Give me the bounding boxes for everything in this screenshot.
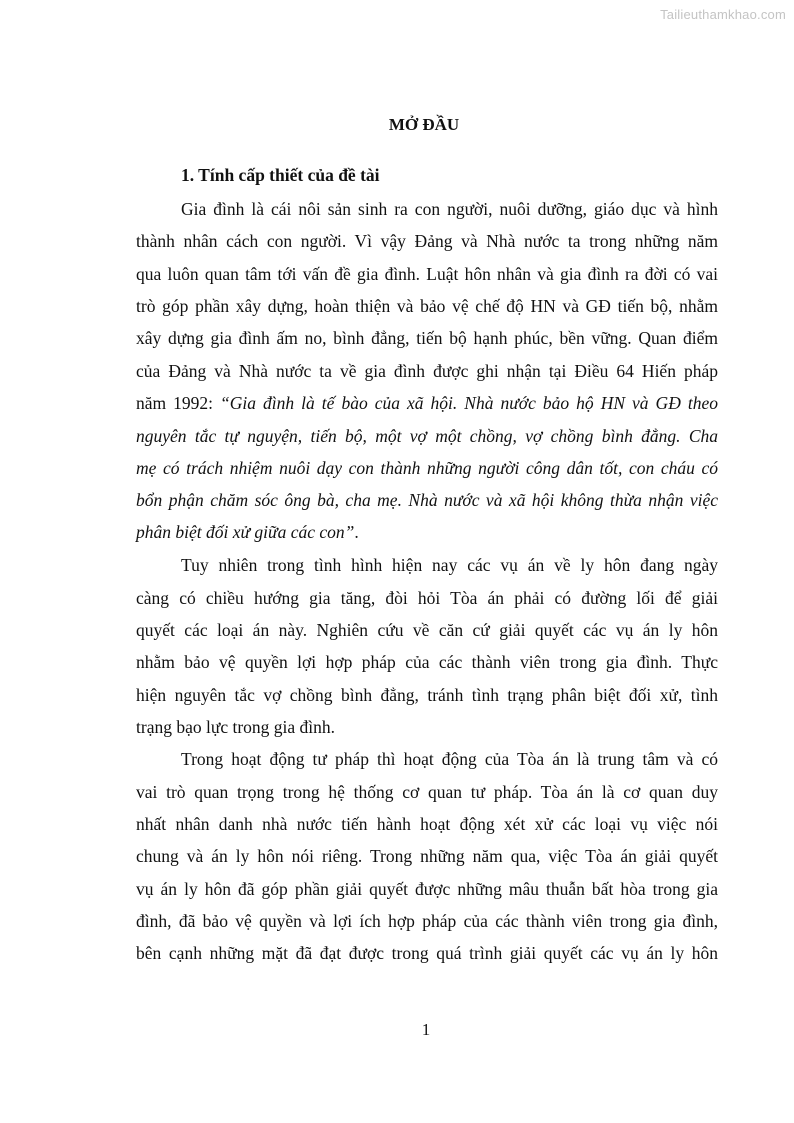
paragraph-1-line: xây dựng gia đình ấm no, bình đẳng, tiến bộ hạnh phúc, bền vững. Quan điểm: [136, 328, 718, 348]
watermark: Tailieuthamkhao.com: [660, 7, 786, 22]
paragraph-2-line: trạng bạo lực trong gia đình.: [136, 717, 336, 737]
paragraph-1-line: thành nhân cách con người. Vì vậy Đảng và Nhà nước ta trong những năm: [136, 231, 718, 251]
page-number: 1: [421, 1020, 431, 1039]
paragraph-1-line: qua luôn quan tâm tới vấn đề gia đình. Luật hôn nhân và gia đình ra đời có vai: [136, 264, 718, 284]
paragraph-3-line: bên cạnh những mặt đã đạt được trong quá trình giải quyết các vụ án ly hôn: [136, 943, 718, 963]
paragraph-1-line: Gia đình là cái nôi sản sinh ra con người, nuôi dưỡng, giáo dục và hình: [181, 199, 718, 219]
quote-line: bổn phận chăm sóc ông bà, cha mẹ. Nhà nước và xã hội không thừa nhận việc: [136, 490, 718, 510]
paragraph-1-line: của Đảng và Nhà nước ta về gia đình được ghi nhận tại Điều 64 Hiến pháp: [136, 361, 718, 381]
paragraph-3-line: vụ án ly hôn đã góp phần giải quyết được những mâu thuẫn bất hòa trong gia: [136, 879, 718, 899]
quote-line: mẹ có trách nhiệm nuôi dạy con thành những người công dân tốt, con cháu có: [136, 458, 718, 478]
line-text: .: [354, 522, 359, 542]
paragraph-3-line: đình, đã bảo vệ quyền và lợi ích hợp pháp của các thành viên trong gia đình,: [136, 911, 718, 931]
quote-text: “Gia đình là tế bào của xã hội. Nhà nước bảo hộ HN và GĐ theo: [220, 393, 718, 413]
section-heading: 1. Tính cấp thiết của đề tài: [181, 165, 380, 185]
paragraph-2-line: quyết các loại án này. Nghiên cứu về căn cứ giải quyết các vụ án ly hôn: [136, 620, 718, 640]
paragraph-3-line: chung và án ly hôn nói riêng. Trong những năm qua, việc Tòa án giải quyết: [136, 846, 718, 866]
paragraph-2-line: càng có chiều hướng gia tăng, đòi hỏi Tòa án phải có đường lối để giải: [136, 588, 718, 608]
paragraph-1-line: [136, 392, 718, 414]
paragraph-3-line: nhất nhân danh nhà nước tiến hành hoạt động xét xử các loại vụ việc nói: [136, 814, 718, 834]
page-title: MỞ ĐẦU: [388, 115, 460, 134]
quote-line: nguyên tắc tự nguyện, tiến bộ, một vợ một chồng, vợ chồng bình đẳng. Cha: [136, 426, 718, 446]
paragraph-2-line: hiện nguyên tắc vợ chồng bình đẳng, tránh tình trạng phân biệt đối xử, tình: [136, 685, 718, 705]
paragraph-3-line: Trong hoạt động tư pháp thì hoạt động của Tòa án là trung tâm và có: [181, 749, 718, 769]
line-text: năm 1992:: [136, 393, 221, 413]
paragraph-1-line: [136, 521, 718, 543]
paragraph-1-line: trò góp phần xây dựng, hoàn thiện và bảo vệ chế độ HN và GĐ tiến bộ, nhằm: [136, 296, 718, 316]
quote-text: phân biệt đối xử giữa các con”: [136, 522, 355, 542]
paragraph-3-line: vai trò quan trọng trong hệ thống cơ quan tư pháp. Tòa án là cơ quan duy: [136, 782, 718, 802]
paragraph-2-line: nhằm bảo vệ quyền lợi hợp pháp của các thành viên trong gia đình. Thực: [136, 652, 718, 672]
paragraph-2-line: Tuy nhiên trong tình hình hiện nay các vụ án về ly hôn đang ngày: [181, 555, 718, 575]
